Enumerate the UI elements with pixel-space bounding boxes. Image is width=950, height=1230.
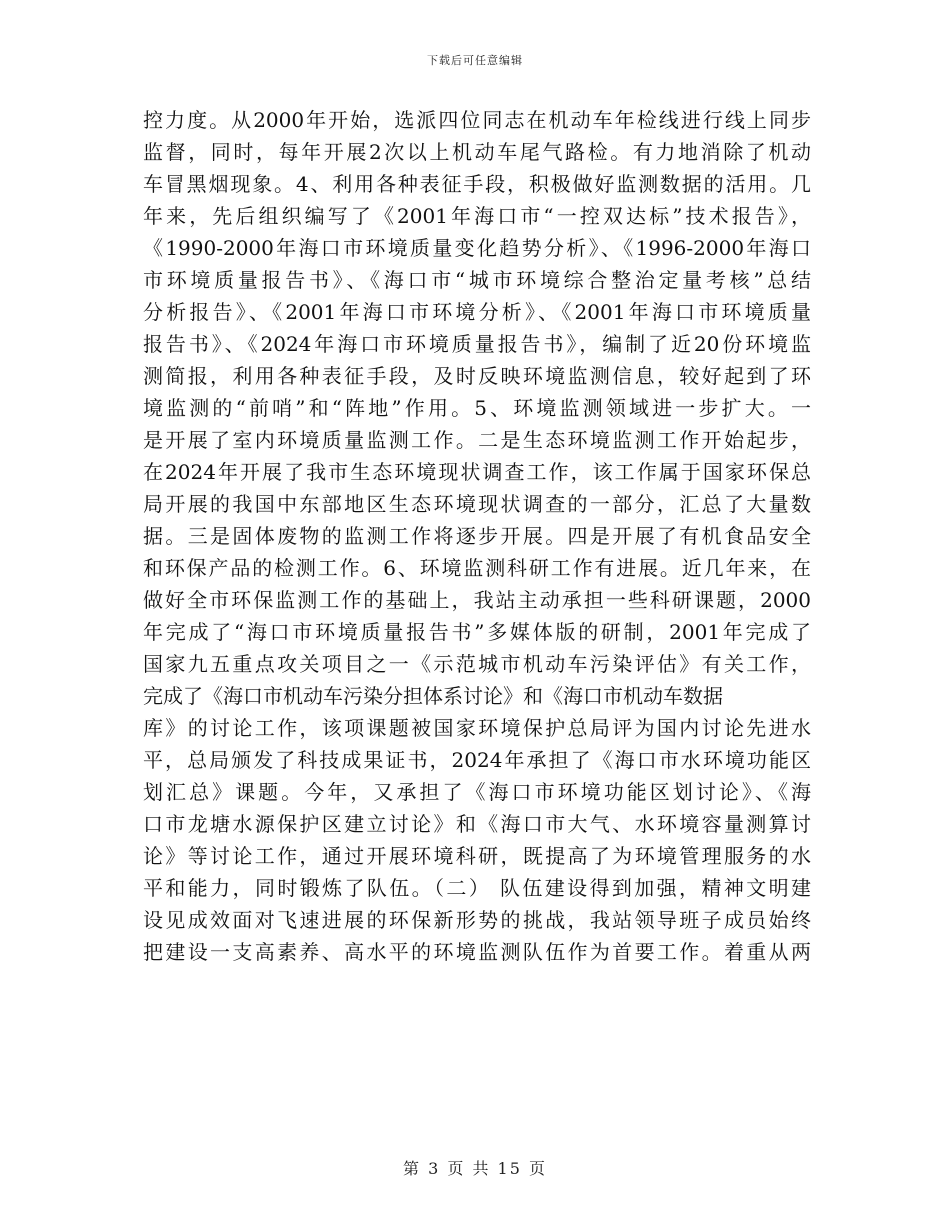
text-line: 报告书》、《2024年海口市环境质量报告书》，编制了近20份环境监 xyxy=(143,332,811,356)
footer-total-pages: 15 xyxy=(497,1159,522,1178)
text-line: 据。三是固体废物的监测工作将逐步开展。四是开展了有机食品安全 xyxy=(143,524,811,548)
text-line: 把建设一支高素养、高水平的环境监测队伍作为首要工作。着重从两 xyxy=(143,940,811,964)
text-line: 划汇总》课题。今年，又承担了《海口市环境功能区划讨论》、《海 xyxy=(143,780,811,804)
text-line: 设见成效面对飞速进展的环保新形势的挑战，我站领导班子成员始终 xyxy=(143,908,811,932)
text-line: 境监测的“前哨”和“阵地”作用。5、环境监测领域进一步扩大。一 xyxy=(143,396,811,420)
text-line: 口市龙塘水源保护区建立讨论》和《海口市大气、水环境容量测算讨 xyxy=(143,812,811,836)
text-line: 库》的讨论工作，该项课题被国家环境保护总局评为国内讨论先进水 xyxy=(143,716,811,740)
text-line: 局开展的我国中东部地区生态环境现状调查的一部分，汇总了大量数 xyxy=(143,492,811,516)
text-line: 做好全市环保监测工作的基础上，我站主动承担一些科研课题，2000 xyxy=(143,588,811,612)
page-footer xyxy=(0,1156,950,1179)
footer-current-page: 3 xyxy=(428,1159,441,1178)
text-line: 国家九五重点攻关项目之一《示范城市机动车污染评估》有关工作， xyxy=(143,652,811,676)
page-header: 下载后可任意编辑 xyxy=(427,54,523,67)
text-line: 车冒黑烟现象。4、利用各种表征手段，积极做好监测数据的活用。几 xyxy=(143,172,811,196)
footer-prefix: 第 xyxy=(402,1159,421,1178)
body-text xyxy=(143,104,811,968)
text-line: 论》等讨论工作，通过开展环境科研，既提高了为环境管理服务的水 xyxy=(143,844,811,868)
text-line: 平，总局颁发了科技成果证书，2024年承担了《海口市水环境功能区 xyxy=(143,748,811,772)
text-line: 是开展了室内环境质量监测工作。二是生态环境监测工作开始起步， xyxy=(143,428,811,452)
text-line: 控力度。从2000年开始，选派四位同志在机动车年检线进行线上同步 xyxy=(143,108,811,132)
text-line: 《1990-2000年海口市环境质量变化趋势分析》、《1996-2000年海口 xyxy=(143,236,811,260)
footer-middle: 页 共 xyxy=(447,1159,491,1178)
text-line: 平和能力，同时锻炼了队伍。（二） 队伍建设得到加强，精神文明建 xyxy=(143,876,811,900)
text-line: 和环保产品的检测工作。6、环境监测科研工作有进展。近几年来，在 xyxy=(143,556,811,580)
text-line: 年来，先后组织编写了《2001年海口市“一控双达标”技术报告》， xyxy=(143,204,811,228)
text-line: 完成了《海口市机动车污染分担体系讨论》和《海口市机动车数据 xyxy=(143,684,723,708)
footer-suffix: 页 xyxy=(529,1159,548,1178)
text-line: 监督，同时，每年开展2次以上机动车尾气路检。有力地消除了机动 xyxy=(143,140,811,164)
text-line: 市环境质量报告书》、《海口市“城市环境综合整治定量考核”总结 xyxy=(143,268,811,292)
text-line: 年完成了“海口市环境质量报告书”多媒体版的研制，2001年完成了 xyxy=(143,620,811,644)
text-line: 分析报告》、《2001年海口市环境分析》、《2001年海口市环境质量 xyxy=(143,300,811,324)
text-line: 测简报，利用各种表征手段，及时反映环境监测信息，较好起到了环 xyxy=(143,364,811,388)
text-line: 在2024年开展了我市生态环境现状调查工作，该工作属于国家环保总 xyxy=(143,460,811,484)
